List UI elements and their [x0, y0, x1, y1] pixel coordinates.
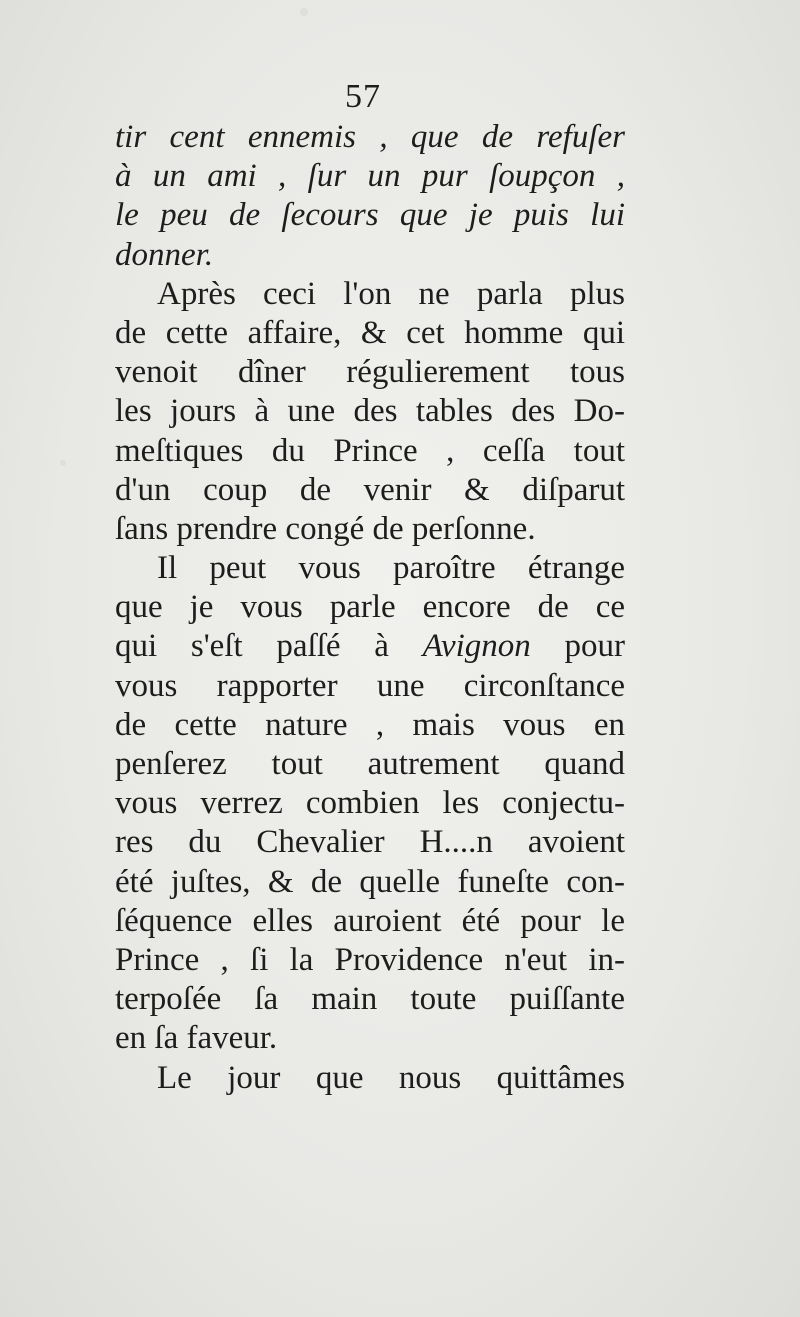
paragraph-start-line: Le jour que nous quittâmes — [157, 1059, 625, 1096]
text-line: res du Chevalier H....n avoient — [115, 824, 625, 861]
text-line: d'un coup de venir & diſparut — [115, 471, 625, 508]
paper-stain — [300, 8, 308, 16]
text-line: ſéquence elles auroient été pour le — [115, 902, 625, 939]
text-fragment: qui s'eſt paſſé à — [115, 628, 423, 665]
paragraph-start-line: Il peut vous paroître étrange — [157, 550, 625, 587]
text-line-mixed — [115, 627, 625, 666]
text-line: donner. — [115, 236, 214, 273]
text-line: ſans prendre congé de perſonne. — [115, 510, 536, 547]
text-line: été juſtes, & de quelle funeſte con- — [115, 863, 625, 900]
text-line: penſerez tout autrement quand — [115, 746, 625, 782]
text-line: tir cent ennemis , que de refuſer — [115, 119, 625, 155]
text-line: Prince , ſi la Providence n'eut in- — [115, 941, 625, 978]
text-line: vous verrez combien les conjectu- — [115, 785, 625, 822]
text-line: que je vous parle encore de ce — [115, 589, 625, 626]
text-line: à un ami , ſur un pur ſoupçon , — [115, 158, 625, 195]
text-line: vous rapporter une circonſtance — [115, 667, 625, 704]
text-line: meſtiques du Prince , ceſſa tout — [115, 432, 625, 469]
text-fragment: pour — [530, 628, 625, 665]
text-line: de cette affaire, & cet homme qui — [115, 314, 625, 351]
page-number: 57 — [345, 78, 381, 115]
text-line: les jours à une des tables des Do- — [115, 393, 625, 430]
text-line: terpoſée ſa main toute puiſſante — [115, 981, 625, 1018]
paragraph-start-line: Après ceci l'on ne parla plus — [157, 275, 625, 312]
text-line: en ſa faveur. — [115, 1020, 278, 1057]
text-line: venoit dîner régulierement tous — [115, 354, 625, 391]
place-name-avignon: Avignon — [422, 628, 531, 665]
paper-stain — [60, 460, 66, 466]
text-line: de cette nature , mais vous en — [115, 706, 625, 743]
body-text — [115, 118, 625, 1098]
text-line: le peu de ſecours que je puis lui — [115, 197, 625, 234]
